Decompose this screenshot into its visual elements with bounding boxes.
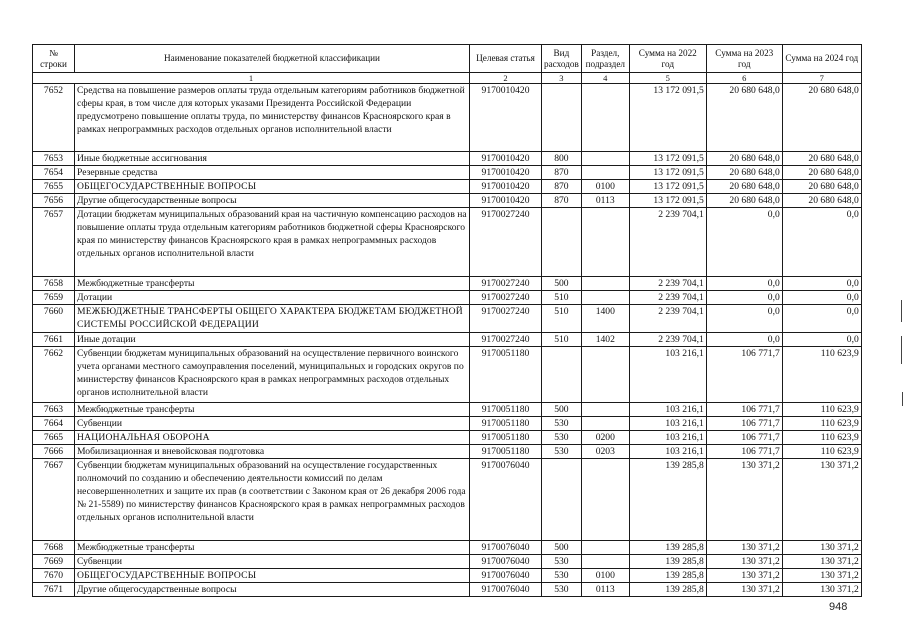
budget-table	[32, 44, 862, 597]
row-sum-2022: 103 216,1	[629, 417, 706, 431]
row-number: 7655	[33, 180, 75, 194]
row-sum-2024: 20 680 648,0	[782, 194, 861, 208]
row-section: 1402	[581, 333, 629, 347]
row-name: МЕЖБЮДЖЕТНЫЕ ТРАНСФЕРТЫ ОБЩЕГО ХАРАКТЕРА БЮДЖЕТАМ БЮДЖЕТНОЙ СИСТЕМЫ РОССИЙСКОЙ ФЕДЕРАЦИИ	[75, 305, 470, 333]
row-target-article: 9170027240	[470, 291, 542, 305]
row-section	[581, 347, 629, 403]
row-sum-2023: 130 371,2	[706, 541, 782, 555]
row-target-article: 9170051180	[470, 347, 542, 403]
row-sum-2024: 20 680 648,0	[782, 84, 861, 152]
row-number: 7653	[33, 152, 75, 166]
row-sum-2022: 139 285,8	[629, 555, 706, 569]
row-section	[581, 403, 629, 417]
row-sum-2023: 0,0	[706, 277, 782, 291]
header-sum-2024: Сумма на 2024 год	[782, 45, 861, 73]
table-row	[33, 208, 862, 277]
table-row	[33, 555, 862, 569]
row-sum-2024: 20 680 648,0	[782, 180, 861, 194]
row-name: Резервные средства	[75, 166, 470, 180]
table-row	[33, 166, 862, 180]
row-number: 7662	[33, 347, 75, 403]
row-number: 7664	[33, 417, 75, 431]
row-sum-2023: 20 680 648,0	[706, 180, 782, 194]
row-expense-type: 510	[542, 333, 582, 347]
table-row	[33, 403, 862, 417]
header-indicator-name: Наименование показателей бюджетной классификации	[75, 45, 470, 73]
row-expense-type: 500	[542, 277, 582, 291]
table-row	[33, 152, 862, 166]
row-expense-type: 530	[542, 583, 582, 597]
row-sum-2024: 0,0	[782, 291, 861, 305]
row-target-article: 9170076040	[470, 555, 542, 569]
table-row	[33, 194, 862, 208]
row-number: 7666	[33, 445, 75, 459]
row-expense-type	[542, 208, 582, 277]
row-name: Другие общегосударственные вопросы	[75, 583, 470, 597]
row-number: 7671	[33, 583, 75, 597]
header-row-number: № строки	[33, 45, 75, 73]
row-sum-2024: 130 371,2	[782, 555, 861, 569]
row-section	[581, 84, 629, 152]
row-number: 7657	[33, 208, 75, 277]
row-number: 7661	[33, 333, 75, 347]
row-section	[581, 541, 629, 555]
table-row	[33, 445, 862, 459]
row-target-article: 9170027240	[470, 277, 542, 291]
row-section: 0113	[581, 583, 629, 597]
header-expense-type: Вид расходов	[542, 45, 582, 73]
row-number: 7659	[33, 291, 75, 305]
row-name: Дотации бюджетам муниципальных образований края на частичную компенсацию расходов на повышение оплаты труда отдельным категориям работников бюджетной сферы Красноярского края по министерству финансов Красноярского края в рамках непрограммных расходов отдельных органов исполнительной власти	[75, 208, 470, 277]
row-sum-2022: 2 239 704,1	[629, 208, 706, 277]
header-target-article: Целевая статья	[470, 45, 542, 73]
row-name: Средства на повышение размеров оплаты труда отдельным категориям работников бюджетной сферы края, в том числе для которых указами Президента Российской Федерации предусмотрено повышение оплаты труда, по министерству финансов Красноярского края в рамках непрограммных расходов отдельных органов исполнительной власти	[75, 84, 470, 152]
row-sum-2024: 0,0	[782, 277, 861, 291]
row-target-article: 9170027240	[470, 333, 542, 347]
row-sum-2024: 0,0	[782, 305, 861, 333]
row-target-article: 9170076040	[470, 541, 542, 555]
row-sum-2022: 13 172 091,5	[629, 194, 706, 208]
scan-edge-mark	[902, 392, 903, 406]
column-number-5: 5	[629, 73, 706, 84]
row-number: 7667	[33, 459, 75, 541]
row-name: Субвенции бюджетам муниципальных образований на осуществление первичного воинского учета органами местного самоуправления поселений, муниципальных и городских округов по министерству финансов Красноярского края в рамках непрограммных расходов отдельных органов исполнительной власти	[75, 347, 470, 403]
row-sum-2022: 103 216,1	[629, 347, 706, 403]
column-number-1: 1	[33, 73, 470, 84]
column-number-6: 6	[706, 73, 782, 84]
row-number: 7670	[33, 569, 75, 583]
row-name: Субвенции бюджетам муниципальных образований на осуществление государственных полномочий по созданию и обеспечению деятельности комиссий по делам несовершеннолетних и защите их прав (в соответствии с Законом края от 26 декабря 2006 года № 21-5589) по министерству финансов Красноярского края в рамках непрограммных расходов отдельных органов исполнительной власти	[75, 459, 470, 541]
row-sum-2022: 139 285,8	[629, 541, 706, 555]
row-number: 7660	[33, 305, 75, 333]
table-row	[33, 583, 862, 597]
row-name: Дотации	[75, 291, 470, 305]
header-sum-2023: Сумма на 2023 год	[706, 45, 782, 73]
row-section	[581, 459, 629, 541]
column-number-7: 7	[782, 73, 861, 84]
row-expense-type: 530	[542, 555, 582, 569]
row-name: НАЦИОНАЛЬНАЯ ОБОРОНА	[75, 431, 470, 445]
row-sum-2023: 106 771,7	[706, 445, 782, 459]
row-sum-2023: 106 771,7	[706, 417, 782, 431]
column-number-row	[33, 73, 862, 84]
table-row	[33, 541, 862, 555]
table-row	[33, 180, 862, 194]
row-section: 0100	[581, 180, 629, 194]
row-expense-type: 500	[542, 541, 582, 555]
row-section	[581, 417, 629, 431]
row-sum-2024: 110 623,9	[782, 445, 861, 459]
row-sum-2024: 0,0	[782, 208, 861, 277]
column-number-4: 4	[581, 73, 629, 84]
row-sum-2024: 20 680 648,0	[782, 152, 861, 166]
row-sum-2022: 139 285,8	[629, 569, 706, 583]
row-expense-type: 510	[542, 291, 582, 305]
table-row	[33, 291, 862, 305]
row-number: 7656	[33, 194, 75, 208]
row-sum-2024: 110 623,9	[782, 347, 861, 403]
row-sum-2023: 20 680 648,0	[706, 194, 782, 208]
row-expense-type	[542, 347, 582, 403]
row-number: 7658	[33, 277, 75, 291]
row-sum-2024: 130 371,2	[782, 459, 861, 541]
row-target-article: 9170010420	[470, 84, 542, 152]
row-name: Межбюджетные трансферты	[75, 541, 470, 555]
row-name: Иные бюджетные ассигнования	[75, 152, 470, 166]
row-sum-2022: 2 239 704,1	[629, 305, 706, 333]
table-body	[33, 84, 862, 597]
row-sum-2024: 130 371,2	[782, 583, 861, 597]
row-target-article: 9170076040	[470, 569, 542, 583]
row-number: 7668	[33, 541, 75, 555]
row-sum-2024: 110 623,9	[782, 417, 861, 431]
row-section: 0100	[581, 569, 629, 583]
row-expense-type: 870	[542, 166, 582, 180]
row-name: Субвенции	[75, 417, 470, 431]
table-row	[33, 84, 862, 152]
table-row	[33, 277, 862, 291]
row-expense-type: 530	[542, 431, 582, 445]
row-section: 0203	[581, 445, 629, 459]
row-expense-type: 530	[542, 417, 582, 431]
table-row	[33, 459, 862, 541]
row-expense-type: 500	[542, 403, 582, 417]
table-row	[33, 417, 862, 431]
scan-edge-mark	[901, 300, 902, 322]
row-expense-type: 530	[542, 445, 582, 459]
table-row	[33, 569, 862, 583]
table-row	[33, 333, 862, 347]
row-sum-2023: 106 771,7	[706, 347, 782, 403]
row-target-article: 9170010420	[470, 194, 542, 208]
row-sum-2024: 110 623,9	[782, 431, 861, 445]
row-sum-2024: 20 680 648,0	[782, 166, 861, 180]
row-target-article: 9170076040	[470, 459, 542, 541]
row-sum-2024: 110 623,9	[782, 403, 861, 417]
row-target-article: 9170027240	[470, 208, 542, 277]
row-number: 7654	[33, 166, 75, 180]
row-target-article: 9170010420	[470, 166, 542, 180]
table-row	[33, 431, 862, 445]
row-sum-2022: 103 216,1	[629, 431, 706, 445]
row-expense-type: 870	[542, 194, 582, 208]
row-sum-2022: 2 239 704,1	[629, 291, 706, 305]
column-number-2: 2	[470, 73, 542, 84]
row-section: 1400	[581, 305, 629, 333]
row-target-article: 9170051180	[470, 417, 542, 431]
row-sum-2022: 13 172 091,5	[629, 84, 706, 152]
row-sum-2022: 2 239 704,1	[629, 277, 706, 291]
row-sum-2023: 20 680 648,0	[706, 84, 782, 152]
row-number: 7663	[33, 403, 75, 417]
row-expense-type: 530	[542, 569, 582, 583]
row-sum-2022: 13 172 091,5	[629, 166, 706, 180]
row-target-article: 9170051180	[470, 431, 542, 445]
row-expense-type: 870	[542, 180, 582, 194]
row-sum-2022: 139 285,8	[629, 583, 706, 597]
row-sum-2024: 130 371,2	[782, 541, 861, 555]
page-number: 948	[829, 601, 848, 613]
row-name: ОБЩЕГОСУДАРСТВЕННЫЕ ВОПРОСЫ	[75, 180, 470, 194]
table-row	[33, 347, 862, 403]
row-section	[581, 166, 629, 180]
column-number-3: 3	[542, 73, 582, 84]
row-expense-type	[542, 459, 582, 541]
row-expense-type: 510	[542, 305, 582, 333]
row-sum-2022: 103 216,1	[629, 445, 706, 459]
row-number: 7665	[33, 431, 75, 445]
row-target-article: 9170027240	[470, 305, 542, 333]
row-sum-2023: 130 371,2	[706, 569, 782, 583]
header-row	[33, 45, 862, 73]
row-name: Межбюджетные трансферты	[75, 277, 470, 291]
row-sum-2023: 0,0	[706, 291, 782, 305]
row-name: ОБЩЕГОСУДАРСТВЕННЫЕ ВОПРОСЫ	[75, 569, 470, 583]
row-sum-2022: 13 172 091,5	[629, 152, 706, 166]
row-target-article: 9170051180	[470, 403, 542, 417]
row-sum-2023: 106 771,7	[706, 431, 782, 445]
header-sum-2022: Сумма на 2022 год	[629, 45, 706, 73]
row-number: 7652	[33, 84, 75, 152]
row-expense-type: 800	[542, 152, 582, 166]
row-target-article: 9170010420	[470, 180, 542, 194]
row-sum-2022: 103 216,1	[629, 403, 706, 417]
row-sum-2022: 139 285,8	[629, 459, 706, 541]
row-target-article: 9170076040	[470, 583, 542, 597]
row-sum-2023: 130 371,2	[706, 555, 782, 569]
row-number: 7669	[33, 555, 75, 569]
row-section	[581, 291, 629, 305]
row-name: Субвенции	[75, 555, 470, 569]
row-target-article: 9170051180	[470, 445, 542, 459]
row-sum-2024: 0,0	[782, 333, 861, 347]
row-expense-type	[542, 84, 582, 152]
row-sum-2023: 106 771,7	[706, 403, 782, 417]
row-target-article: 9170010420	[470, 152, 542, 166]
row-section	[581, 555, 629, 569]
row-sum-2023: 0,0	[706, 208, 782, 277]
row-sum-2023: 0,0	[706, 305, 782, 333]
row-sum-2023: 130 371,2	[706, 583, 782, 597]
row-sum-2023: 0,0	[706, 333, 782, 347]
row-section: 0113	[581, 194, 629, 208]
row-section	[581, 277, 629, 291]
row-section	[581, 208, 629, 277]
table-row	[33, 305, 862, 333]
scan-edge-mark	[901, 336, 902, 364]
row-name: Межбюджетные трансферты	[75, 403, 470, 417]
row-sum-2024: 130 371,2	[782, 569, 861, 583]
row-sum-2023: 20 680 648,0	[706, 166, 782, 180]
row-sum-2022: 2 239 704,1	[629, 333, 706, 347]
row-sum-2023: 130 371,2	[706, 459, 782, 541]
row-name: Мобилизационная и вневойсковая подготовка	[75, 445, 470, 459]
row-section: 0200	[581, 431, 629, 445]
row-sum-2023: 20 680 648,0	[706, 152, 782, 166]
row-name: Другие общегосударственные вопросы	[75, 194, 470, 208]
header-section: Раздел, подраздел	[581, 45, 629, 73]
row-section	[581, 152, 629, 166]
row-sum-2022: 13 172 091,5	[629, 180, 706, 194]
row-name: Иные дотации	[75, 333, 470, 347]
